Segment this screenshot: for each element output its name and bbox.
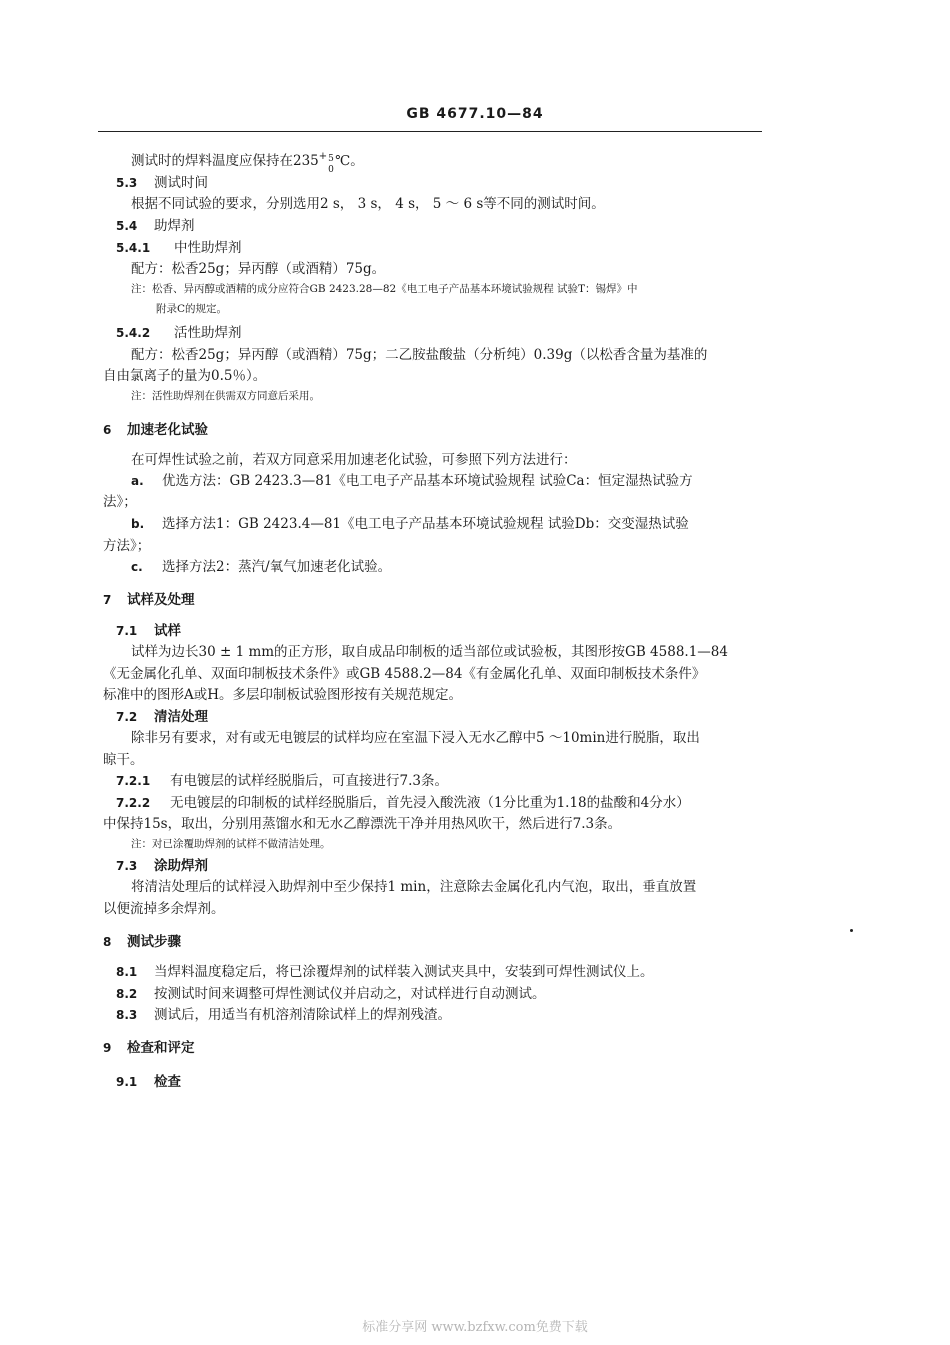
s54-number: 5.4	[116, 219, 138, 233]
s542-heading	[116, 323, 242, 343]
s71-heading	[116, 621, 181, 641]
s91-title: 检查	[154, 1074, 181, 1090]
s81-number: 8.1	[116, 965, 138, 979]
s722-note: 注：对已涂覆助焊剂的试样不做清洁处理。	[131, 838, 331, 850]
s72-text-line1: 除非另有要求，对有或无电镀层的试样均应在室温下浸入无水乙醇中5 ～10min进行脱脂，取出	[131, 730, 700, 746]
s721-number: 7.2.1	[116, 774, 151, 788]
s6-heading	[103, 420, 208, 440]
s91-heading	[116, 1072, 181, 1092]
s53-text: 根据不同试验的要求，分别选用2 s， 3 s， 4 s， 5 ～ 6 s等不同的测试时间。	[131, 196, 605, 212]
s81-text: 当焊料温度稳定后，将已涂覆焊剂的试样装入测试夹具中，安装到可焊性测试仪上。	[154, 964, 654, 980]
s6-item-c-label: c.	[131, 560, 143, 574]
s722-item	[116, 793, 690, 813]
s721-item	[116, 771, 448, 791]
s6-number: 6	[103, 423, 112, 437]
s541-formula: 配方：松香25g；异丙醇（或酒精）75g。	[131, 261, 386, 277]
s71-title: 试样	[154, 623, 181, 639]
s6-item-b-label: b.	[131, 517, 145, 531]
s6-item-b-text: 选择方法1：GB 2423.4—81《电工电子产品基本环境试验规程 试验Db：交变湿热试验	[162, 516, 689, 532]
s6-item-c-text: 选择方法2：蒸汽/氧气加速老化试验。	[162, 559, 392, 575]
s53-heading	[116, 173, 208, 193]
s541-title: 中性助焊剂	[174, 240, 242, 256]
s541-heading	[116, 238, 242, 258]
tolerance-upper: 5	[328, 154, 334, 164]
s8-number: 8	[103, 935, 112, 949]
s72-heading	[116, 707, 208, 727]
s71-text-line3: 标准中的图形A或H。多层印制板试验图形按有关规范规定。	[103, 687, 463, 703]
s71-text-line1: 试样为边长30 ± 1 mm的正方形，取自成品印制板的适当部位或试验板，其图形按GB 4588.1—84	[131, 644, 728, 660]
s82-text: 按测试时间来调整可焊性测试仪并启动之，对试样进行自动测试。	[154, 986, 546, 1002]
s8-title: 测试步骤	[127, 934, 181, 950]
s6-item-c	[131, 557, 391, 577]
s721-text: 有电镀层的试样经脱脂后，可直接进行7.3条。	[170, 773, 448, 789]
s53-title: 测试时间	[154, 175, 208, 191]
s6-item-b-line2: 方法》；	[103, 538, 151, 554]
s81-item	[116, 962, 654, 982]
s72-number: 7.2	[116, 710, 138, 724]
s6-item-a-line1	[131, 471, 693, 491]
s73-heading	[116, 856, 208, 876]
s722-text: 无电镀层的印制板的试样经脱脂后，首先浸入酸洗液（1分比重为1.18的盐酸和4分水）	[170, 795, 690, 811]
s542-note: 注：活性助焊剂在供需双方同意后采用。	[131, 390, 320, 402]
s54-title: 助焊剂	[154, 218, 195, 234]
s52-text: 测试时的焊料温度应保持在235	[131, 153, 319, 169]
s7-heading	[103, 590, 195, 610]
s6-item-a-label: a.	[131, 474, 144, 488]
s83-text: 测试后，用适当有机溶剂清除试样上的焊剂残渣。	[154, 1007, 451, 1023]
s54-heading	[116, 216, 195, 236]
standard-header: GB 4677.10—84	[406, 106, 544, 122]
s52-unit: ℃。	[335, 153, 364, 169]
s722-number: 7.2.2	[116, 796, 151, 810]
tolerance-plus: +	[318, 151, 328, 162]
s541-number: 5.4.1	[116, 241, 151, 255]
s6-intro: 在可焊性试验之前，若双方同意采用加速老化试验，可参照下列方法进行：	[131, 452, 577, 468]
s6-title: 加速老化试验	[127, 422, 208, 438]
s73-text-line1: 将清洁处理后的试样浸入助焊剂中至少保持1 min，注意除去金属化孔内气泡，取出，垂直放置	[131, 879, 697, 895]
s6-item-a-line2: 法》；	[103, 494, 137, 510]
s83-number: 8.3	[116, 1008, 138, 1022]
s73-number: 7.3	[116, 859, 138, 873]
s7-number: 7	[103, 593, 112, 607]
s53-number: 5.3	[116, 176, 138, 190]
s541-note-line2: 附录C的规定。	[156, 303, 228, 315]
s6-item-a-text: 优选方法：GB 2423.3—81《电工电子产品基本环境试验规程 试验Ca：恒定湿热试验方	[162, 473, 693, 489]
s72-text-line2: 晾干。	[103, 752, 144, 768]
s7-title: 试样及处理	[127, 592, 195, 608]
s542-formula-line2: 自由氯离子的量为0.5％）。	[103, 368, 267, 384]
s83-item	[116, 1005, 451, 1025]
tolerance	[327, 151, 335, 175]
s73-text-line2: 以便流掉多余焊剂。	[103, 901, 225, 917]
s72-title: 清洁处理	[154, 709, 208, 725]
s9-number: 9	[103, 1041, 112, 1055]
s52-temperature-line	[131, 151, 364, 173]
tolerance-lower: 0	[328, 165, 334, 175]
s542-formula-line1: 配方：松香25g；异丙醇（或酒精）75g；二乙胺盐酸盐（分析纯）0.39g（以松香含量为基准的	[131, 347, 708, 363]
scan-speck	[850, 929, 853, 932]
s73-title: 涂助焊剂	[154, 858, 208, 874]
s9-title: 检查和评定	[127, 1040, 195, 1056]
s541-note-line1: 注：松香、异丙醇或酒精的成分应符合GB 2423.28—82《电工电子产品基本环境试验规程 试验T：锡焊》中	[131, 283, 638, 295]
s71-number: 7.1	[116, 624, 138, 638]
s82-number: 8.2	[116, 987, 138, 1001]
s82-item	[116, 984, 546, 1004]
s542-number: 5.4.2	[116, 326, 151, 340]
s91-number: 9.1	[116, 1075, 138, 1089]
s71-text-line2: 《无金属化孔单、双面印制板技术条件》或GB 4588.2—84《有金属化孔单、双面印制板技术条件》	[103, 666, 706, 682]
s722-text-line2: 中保持15s，取出，分别用蒸馏水和无水乙醇漂洗干净并用热风吹干，然后进行7.3条。	[103, 816, 622, 832]
s9-heading	[103, 1038, 195, 1058]
s6-item-b-line1	[131, 514, 689, 534]
header-rule	[98, 131, 762, 132]
s8-heading	[103, 932, 181, 952]
watermark-footer: 标准分享网 www.bzfxw.com免费下载	[362, 1320, 588, 1335]
s542-title: 活性助焊剂	[174, 325, 242, 341]
